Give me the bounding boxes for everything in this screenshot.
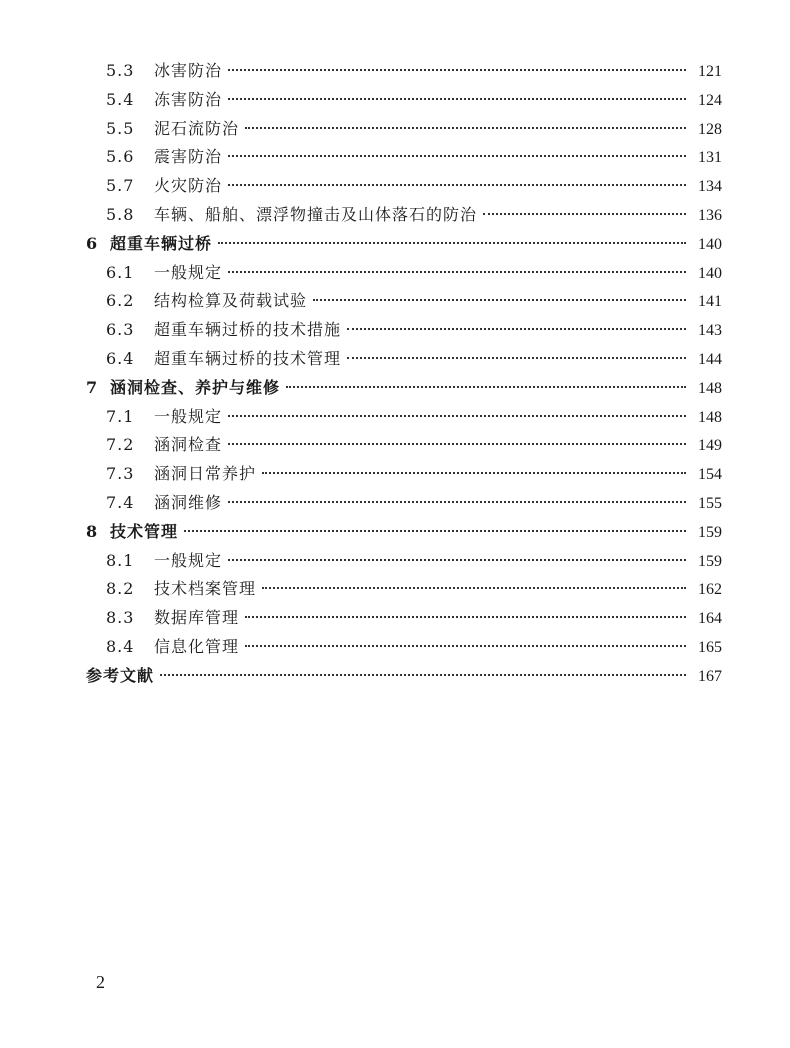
- toc-entry-page: 164: [698, 610, 722, 628]
- toc-entry-title: 火灾防治: [154, 176, 223, 196]
- toc-section-entry: [86, 115, 722, 144]
- toc-entry-number: 8.1: [106, 550, 135, 570]
- toc-entry-number: 7.2: [106, 435, 135, 455]
- dot-leader: [228, 69, 686, 71]
- page-number: 2: [96, 972, 105, 992]
- toc-section-entry: [86, 143, 722, 172]
- toc-section-entry: [86, 172, 722, 201]
- dot-leader: [286, 386, 686, 388]
- dot-leader: [228, 415, 686, 417]
- toc-entry-number: 7: [86, 377, 98, 397]
- toc-entry-page: 148: [698, 379, 722, 397]
- dot-leader: [160, 674, 686, 676]
- toc-entry-page: 144: [698, 350, 722, 368]
- toc-entry-title: 超重车辆过桥的技术管理: [154, 348, 342, 368]
- toc-entry-page: 159: [698, 552, 722, 570]
- toc-entry-page: 155: [698, 494, 722, 512]
- toc-entry-number: 6: [86, 233, 98, 253]
- dot-leader: [313, 299, 686, 301]
- dot-leader: [218, 242, 686, 244]
- toc-entry-page: 141: [698, 293, 722, 311]
- toc-entry-number: 6.1: [106, 262, 135, 282]
- toc-entry-title: 涵洞维修: [154, 492, 223, 512]
- toc-entry-title: 信息化管理: [154, 636, 240, 656]
- toc-entry-page: 134: [698, 178, 722, 196]
- toc-section-entry: [86, 547, 722, 576]
- toc-entry-page: 143: [698, 322, 722, 340]
- toc-entry-number: 7.3: [106, 464, 135, 484]
- toc-entry-title: 涵洞检查、养护与维修: [110, 377, 281, 397]
- toc-entry-number: 5.8: [106, 204, 135, 224]
- toc-entry-page: 165: [698, 638, 722, 656]
- dot-leader: [228, 501, 686, 503]
- toc-entry-number: 5.7: [106, 176, 135, 196]
- toc-entry-page: 140: [698, 235, 722, 253]
- toc-entry-title: 涵洞日常养护: [154, 464, 257, 484]
- toc-entry-page: 136: [698, 206, 722, 224]
- toc-entry-number: 5.4: [106, 89, 135, 109]
- toc-entry-title: 车辆、船舶、漂浮物撞击及山体落石的防治: [154, 204, 478, 224]
- toc-entry-title: 震害防治: [154, 147, 223, 167]
- toc-section-entry: [86, 57, 722, 86]
- dot-leader: [228, 559, 686, 561]
- toc-section-entry: [86, 431, 722, 460]
- toc-entry-page: 140: [698, 264, 722, 282]
- dot-leader: [228, 155, 686, 157]
- toc-references-entry: [86, 662, 722, 691]
- toc-entry-title: 泥石流防治: [154, 118, 240, 138]
- toc-section-entry: [86, 460, 722, 489]
- toc-entry-page: 128: [698, 120, 722, 138]
- toc-section-entry: [86, 201, 722, 230]
- dot-leader: [228, 271, 686, 273]
- toc-entry-title: 冰害防治: [154, 61, 223, 80]
- toc-entry-number: 6.3: [106, 320, 135, 340]
- toc-entry-page: 159: [698, 523, 722, 541]
- dot-leader: [262, 587, 686, 589]
- toc-chapter-entry: [86, 374, 722, 403]
- toc-entry-number: 7.1: [106, 406, 135, 426]
- toc-section-entry: [86, 633, 722, 662]
- toc-entry-title: 超重车辆过桥: [110, 233, 213, 253]
- dot-leader: [245, 616, 686, 618]
- table-of-contents: [86, 57, 722, 691]
- toc-chapter-entry: [86, 518, 722, 547]
- toc-section-entry: [86, 345, 722, 374]
- toc-section-entry: [86, 86, 722, 115]
- toc-entry-title: 超重车辆过桥的技术措施: [154, 320, 342, 340]
- toc-entry-page: 148: [698, 408, 722, 426]
- toc-entry-number: 5.3: [106, 61, 135, 80]
- toc-entry-title: 参考文献: [86, 665, 155, 685]
- dot-leader: [245, 127, 686, 129]
- dot-leader: [347, 328, 686, 330]
- toc-entry-title: 冻害防治: [154, 89, 223, 109]
- toc-section-entry: [86, 316, 722, 345]
- dot-leader: [228, 98, 686, 100]
- toc-section-entry: [86, 403, 722, 432]
- dot-leader: [262, 472, 686, 474]
- toc-entry-title: 一般规定: [154, 550, 223, 570]
- toc-entry-title: 一般规定: [154, 406, 223, 426]
- toc-entry-page: 162: [698, 581, 722, 599]
- toc-entry-title: 涵洞检查: [154, 435, 223, 455]
- toc-entry-page: 149: [698, 437, 722, 455]
- dot-leader: [347, 357, 686, 359]
- dot-leader: [228, 443, 686, 445]
- toc-entry-number: 5.6: [106, 147, 135, 167]
- toc-entry-page: 124: [698, 91, 722, 109]
- dot-leader: [228, 184, 686, 186]
- toc-section-entry: [86, 489, 722, 518]
- toc-entry-title: 技术管理: [110, 521, 179, 541]
- toc-section-entry: [86, 259, 722, 288]
- toc-entry-page: 154: [698, 466, 722, 484]
- toc-entry-number: 8.3: [106, 608, 135, 628]
- toc-entry-number: 6.2: [106, 291, 135, 311]
- toc-entry-number: 8.2: [106, 579, 135, 599]
- dot-leader: [483, 213, 686, 215]
- toc-entry-number: 7.4: [106, 492, 135, 512]
- toc-entry-title: 一般规定: [154, 262, 223, 282]
- dot-leader: [245, 645, 686, 647]
- toc-entry-title: 技术档案管理: [154, 579, 257, 599]
- toc-section-entry: [86, 575, 722, 604]
- toc-entry-number: 8.4: [106, 636, 135, 656]
- toc-entry-page: 131: [698, 149, 722, 167]
- toc-entry-number: 8: [86, 521, 98, 541]
- toc-entry-page: 121: [698, 63, 722, 80]
- toc-entry-title: 结构检算及荷载试验: [154, 291, 308, 311]
- toc-entry-page: 167: [698, 667, 722, 685]
- toc-entry-number: 5.5: [106, 118, 135, 138]
- toc-chapter-entry: [86, 230, 722, 259]
- toc-entry-title: 数据库管理: [154, 608, 240, 628]
- dot-leader: [184, 530, 686, 532]
- toc-section-entry: [86, 604, 722, 633]
- toc-entry-number: 6.4: [106, 348, 135, 368]
- toc-section-entry: [86, 287, 722, 316]
